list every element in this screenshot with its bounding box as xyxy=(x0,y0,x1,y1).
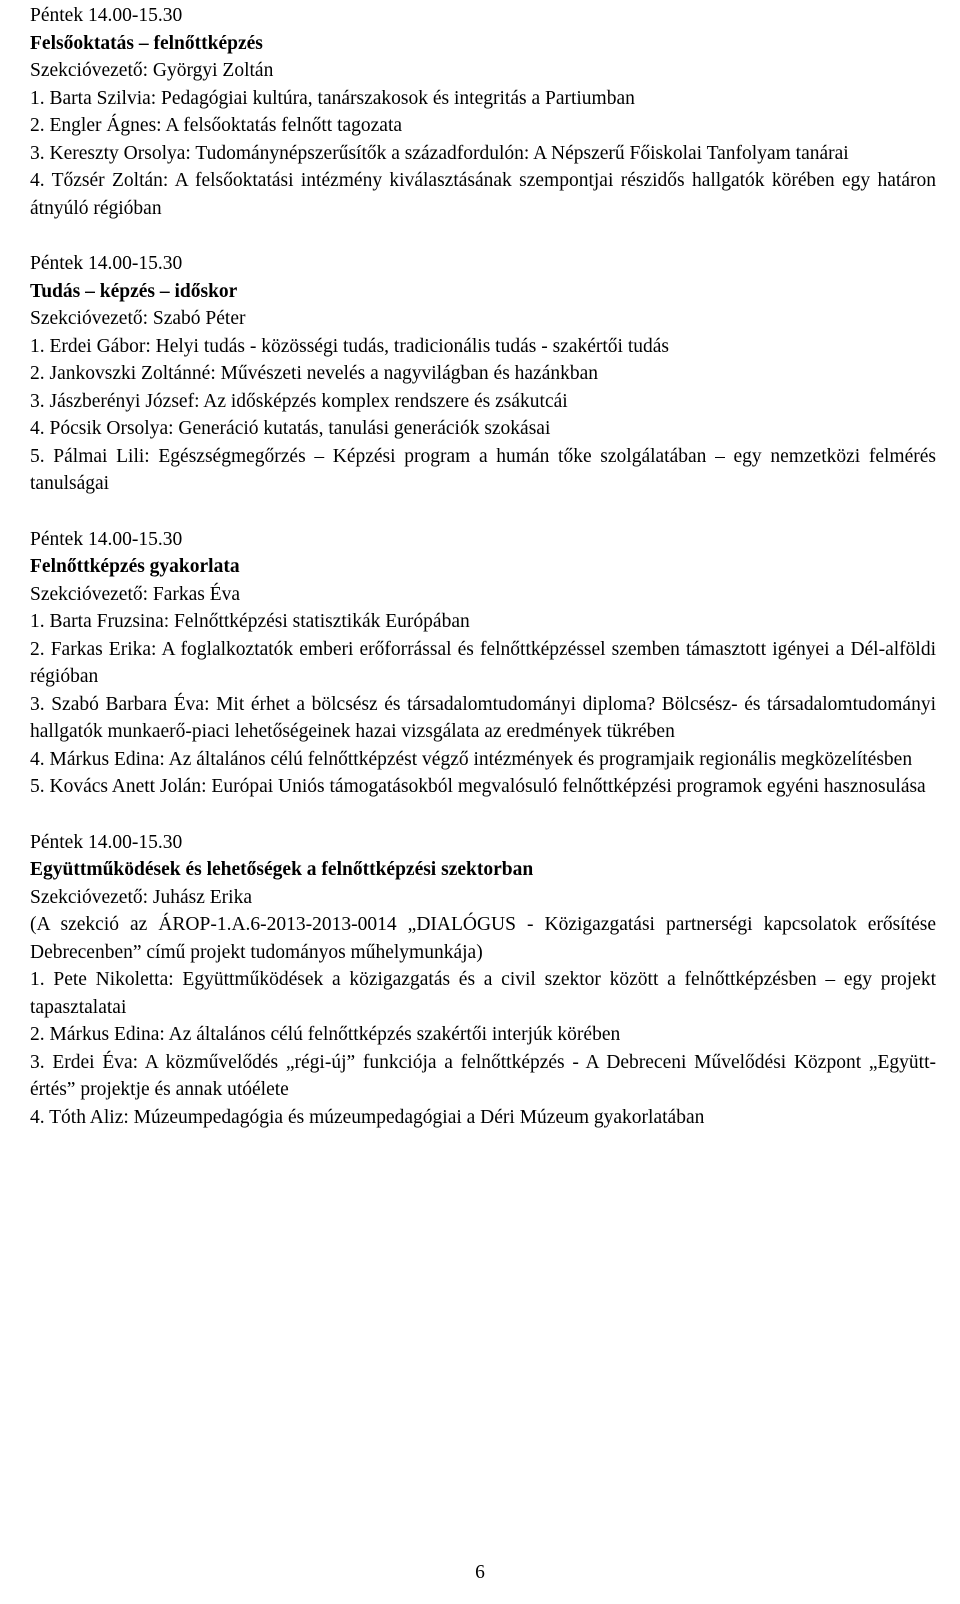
session-title: Felsőoktatás – felnőttképzés xyxy=(30,32,263,54)
session-item: 1. Erdei Gábor: Helyi tudás - közösségi tudás, tradicionális tudás - szakértői tudás xyxy=(30,335,670,357)
session-title: Felnőttképzés gyakorlata xyxy=(30,556,240,577)
session-4 xyxy=(30,829,936,1132)
session-item: 2. Jankovszki Zoltánné: Művészeti nevelés a nagyvilágban és hazánkban xyxy=(30,363,599,384)
page-number: 6 xyxy=(475,1562,485,1583)
spacer xyxy=(30,801,936,829)
session-chair: Szekcióvezető: Farkas Éva xyxy=(30,583,241,605)
document-page xyxy=(30,2,936,1131)
spacer xyxy=(30,498,936,526)
session-item: 1. Pete Nikoletta: Együttműködések a közigazgatás és a civil szektor között a felnőttképzésben – egy projekt tapasztalatai xyxy=(30,969,936,1018)
session-title: Tudás – képzés – időskor xyxy=(30,280,238,302)
session-time: Péntek 14.00-15.30 xyxy=(30,831,183,853)
session-chair: Szekcióvezető: Juhász Erika xyxy=(30,886,252,908)
session-item: 3. Kereszty Orsolya: Tudománynépszerűsítők a századfordulón: A Népszerű Főiskolai Tanfolyam tanárai xyxy=(30,142,849,164)
session-item: 5. Pálmai Lili: Egészségmegőrzés – Képzési program a humán tőke szolgálatában – egy nemzetközi felmérés tanulságai xyxy=(30,445,936,494)
session-title: Együttműködések és lehetőségek a felnőttképzési szektorban xyxy=(30,859,534,880)
session-chair: Szekcióvezető: Györgyi Zoltán xyxy=(30,60,274,81)
session-item: 1. Barta Szilvia: Pedagógiai kultúra, tanárszakosok és integritás a Partiumban xyxy=(30,87,635,109)
session-chair: Szekcióvezető: Szabó Péter xyxy=(30,308,246,329)
session-item: 3. Szabó Barbara Éva: Mit érhet a bölcsész és társadalomtudományi diploma? Bölcsész- és társadalomtudományi hallgatók munkaerő-piaci lehetőségeinek hazai vizsgálata az eredmények tükrében xyxy=(30,693,936,742)
session-2 xyxy=(30,250,936,498)
session-item: 1. Barta Fruzsina: Felnőttképzési statisztikák Európában xyxy=(30,611,470,632)
session-item: 2. Farkas Erika: A foglalkoztatók emberi erőforrással és felnőttképzéssel szemben támasztott igényei a Dél-alföldi régióban xyxy=(30,638,936,687)
session-item: 4. Tóth Aliz: Múzeumpedagógia és múzeumpedagógiai a Déri Múzeum gyakorlatában xyxy=(30,1106,705,1128)
session-note: (A szekció az ÁROP-1.A.6-2013-2013-0014 „DIALÓGUS - Közigazgatási partnerségi kapcsolatok erősítése Debrecenben” című projekt tudományos műhelymunkája) xyxy=(30,914,936,963)
session-item: 5. Kovács Anett Jolán: Európai Uniós támogatásokból megvalósuló felnőttképzési programok egyéni hasznosulása xyxy=(30,776,926,797)
session-time: Péntek 14.00-15.30 xyxy=(30,253,183,274)
session-1 xyxy=(30,2,936,222)
session-time: Péntek 14.00-15.30 xyxy=(30,528,183,550)
session-item: 4. Tőzsér Zoltán: A felsőoktatási intézmény kiválasztásának szempontjai részidős hallgatók körében egy határon átnyúló régióban xyxy=(30,170,936,219)
session-item: 2. Engler Ágnes: A felsőoktatás felnőtt tagozata xyxy=(30,115,403,136)
session-item: 4. Pócsik Orsolya: Generáció kutatás, tanulási generációk szokásai xyxy=(30,418,551,439)
session-time: Péntek 14.00-15.30 xyxy=(30,5,183,26)
spacer xyxy=(30,222,936,250)
session-3 xyxy=(30,526,936,801)
session-item: 3. Erdei Éva: A közművelődés „régi-új” funkciója a felnőttképzés - A Debreceni Művelődési Központ „Együtt-értés” projektje és annak utóélete xyxy=(30,1051,936,1100)
session-item: 3. Jászberényi József: Az idősképzés komplex rendszere és zsákutcái xyxy=(30,390,568,412)
session-item: 4. Márkus Edina: Az általános célú felnőttképzést végző intézmények és programjaik regionális megközelítésben xyxy=(30,748,913,770)
session-item: 2. Márkus Edina: Az általános célú felnőttképzés szakértői interjúk körében xyxy=(30,1024,621,1045)
